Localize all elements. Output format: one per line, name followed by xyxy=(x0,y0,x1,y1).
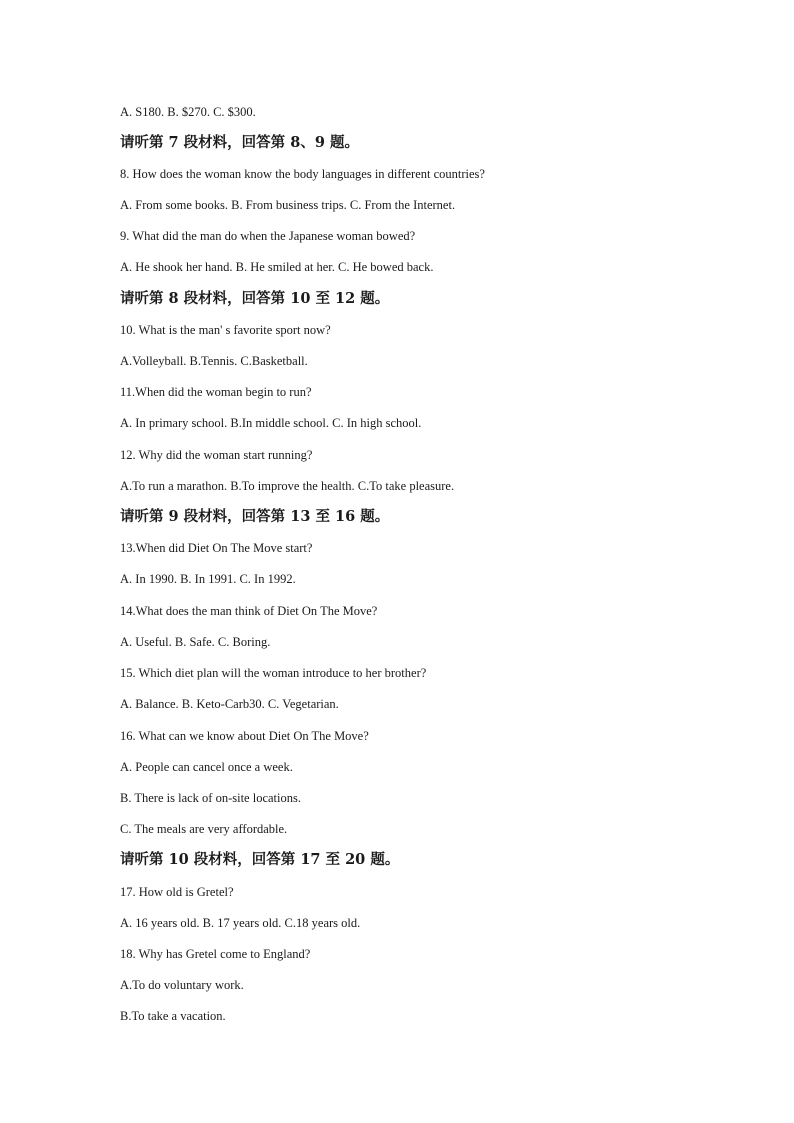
section-heading-9: 请听第 9 段材料，回答第 13 至 16 题。 xyxy=(120,508,390,525)
answer-option-q18-a: A.To do voluntary work. xyxy=(120,978,244,992)
question-17: 17. How old is Gretel? xyxy=(120,885,234,899)
section-heading-7: 请听第 7 段材料，回答第 8、9 题。 xyxy=(120,134,359,151)
answer-options-q10: A.Volleyball. B.Tennis. C.Basketball. xyxy=(120,354,308,368)
answer-options-q17: A. 16 years old. B. 17 years old. C.18 years old. xyxy=(120,916,361,930)
answer-option-q16-b: B. There is lack of on-site locations. xyxy=(120,791,301,805)
question-12: 12. Why did the woman start running? xyxy=(120,448,313,462)
section-heading-10: 请听第 10 段材料，回答第 17 至 20 题。 xyxy=(120,851,400,868)
answer-options-q9: A. He shook her hand. B. He smiled at her. C. He bowed back. xyxy=(120,260,434,274)
answer-options-q14: A. Useful. B. Safe. C. Boring. xyxy=(120,635,271,649)
answer-option-q18-b: B.To take a vacation. xyxy=(120,1009,226,1023)
question-8: 8. How does the woman know the body languages in different countries? xyxy=(120,167,485,181)
answer-options-q13: A. In 1990. B. In 1991. C. In 1992. xyxy=(120,572,296,586)
answer-options-q15: A. Balance. B. Keto-Carb30. C. Vegetarian. xyxy=(120,697,339,711)
question-15: 15. Which diet plan will the woman introduce to her brother? xyxy=(120,666,427,680)
question-10: 10. What is the man' s favorite sport now? xyxy=(120,323,331,337)
answer-option-q16-a: A. People can cancel once a week. xyxy=(120,760,293,774)
section-heading-8: 请听第 8 段材料，回答第 10 至 12 题。 xyxy=(120,290,390,307)
question-16: 16. What can we know about Diet On The Move? xyxy=(120,729,369,743)
question-18: 18. Why has Gretel come to England? xyxy=(120,947,311,961)
answer-options-q8: A. From some books. B. From business trips. C. From the Internet. xyxy=(120,198,456,212)
answer-options-q11: A. In primary school. B.In middle school. C. In high school. xyxy=(120,416,422,430)
question-9: 9. What did the man do when the Japanese woman bowed? xyxy=(120,229,416,243)
answer-options-q7: A. S180. B. $270. C. $300. xyxy=(120,105,256,119)
answer-options-q12: A.To run a marathon. B.To improve the health. C.To take pleasure. xyxy=(120,479,455,493)
question-11: 11.When did the woman begin to run? xyxy=(120,385,312,399)
answer-option-q16-c: C. The meals are very affordable. xyxy=(120,822,288,836)
question-14: 14.What does the man think of Diet On The Move? xyxy=(120,604,378,618)
question-13: 13.When did Diet On The Move start? xyxy=(120,541,313,555)
